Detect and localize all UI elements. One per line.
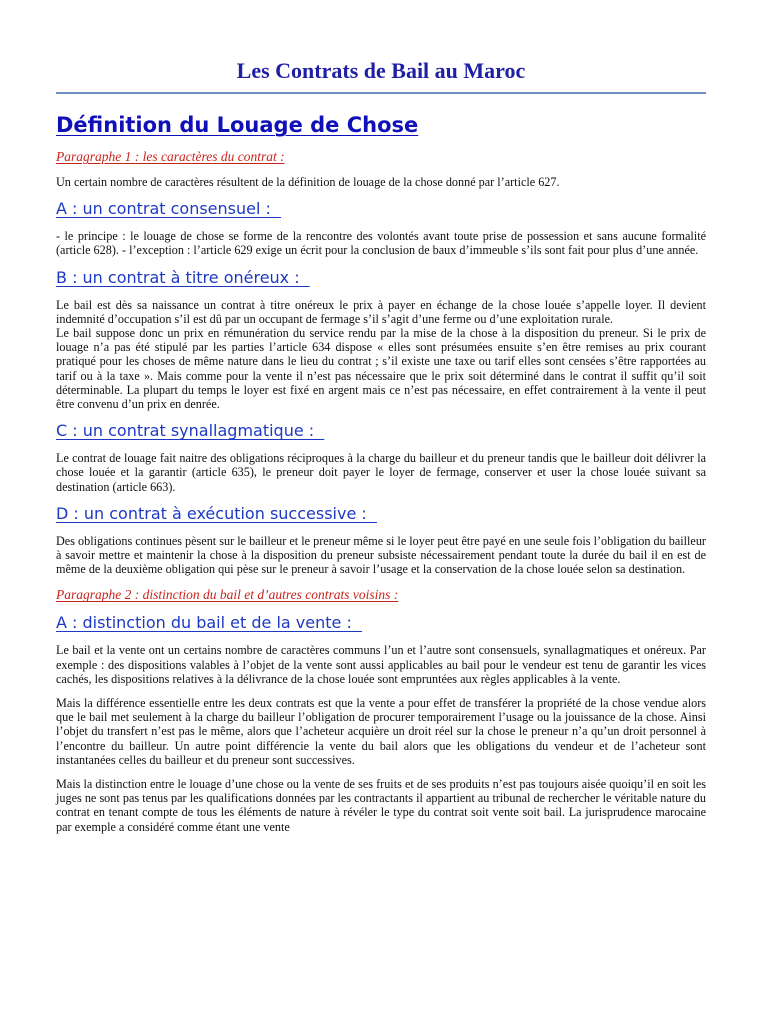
paragraph-1-heading: Paragraphe 1 : les caractères du contrat : [56, 149, 285, 164]
heading-bail-vente: A : distinction du bail et de la vente : [56, 613, 362, 633]
text-contrat-consensuel: - le principe : le louage de chose se forme de la rencontre des volontés avant toute prise de possession et sans aucune formalité (article 628). - l’exception : l’article 629 exige un écrit pour la conclusion de baux d’immeuble s’ils sont fait pour plus d’une année. [56, 229, 706, 258]
document-content [56, 58, 706, 838]
text-bail-vente-2: Mais la différence essentielle entre les deux contrats est que la vente a pour effet de transférer la propriété de la chose vendue alors que le bail met seulement à la charge du bailleur l’obligation de procurer temporairement l’usage ou la jouissance de la chose. Ainsi l’objet du transfert n’est pas le même, alors que l’acheteur acquière un droit réel sur la chose le preneur n’a qu’un droit personnel à l’encontre du bailleur. Un autre point différencie la vente du bail alors que les obligations du vendeur et de l’acheteur sont instantanées celles du bailleur et du preneur sont successives. [56, 696, 706, 767]
text-execution-successive: Des obligations continues pèsent sur le bailleur et le preneur même si le loyer peut être payé en une seule fois l’obligation du bailleur à savoir mettre et maintenir la chose à la disposition du preneur subsiste nécessairement pendant toute la durée du bail il en est de même de la deuxième obligation qui pèse sur le preneur à savoir l’usage et la conservation de la chose louée selon sa destination. [56, 533, 706, 577]
text-contrat-synallagmatique: Le contrat de louage fait naitre des obligations réciproques à la charge du bailleur et du preneur tandis que le bailleur doit délivrer la chose louée et la garantir (article 635), le preneur doit payer le loyer de fermage, conserver et user la chose louée suivant sa destination (article 663). [56, 451, 706, 494]
section-title: Définition du Louage de Chose [56, 113, 419, 137]
heading-contrat-consensuel: A : un contrat consensuel : [56, 199, 282, 219]
text-contrat-onereux-2: Le bail suppose donc un prix en rémunération du service rendu par la mise de la chose à la disposition du preneur. Si le prix de louage n’a pas été stipulé par les parties l’article 634 dispose « elles sont présumées ensuite s’en être remises au prix courant pratiqué pour les choses de même nature dans le lieu du contrat ; s’il existe une taxe ou tarif elles sont censées s’être rapportées au tarif ou à la taxe ». Mais comme pour la vente il n’est pas nécessaire que le prix soit déterminé dans le contrat il suffit qu’il soit déterminable. La plupart du temps le loyer est fixé en argent mais ce n’est pas nécessaire, en effet contrairement à la vente il peut être convenu d’un prix en denrée. [56, 326, 706, 412]
text-bail-vente-1: Le bail et la vente ont un certains nombre de caractères communs l’un et l’autre sont consensuels, synallagmatiques et onéreux. Par exemple : des dispositions valables à l’objet de la vente sont aussi applicables au bail pour le vendeur est tenu de garantir les vices cachés, les dispositions relatives à la délivrance de la chose louée sont empruntées aux règles applicables à la vente. [56, 643, 706, 686]
document-title: Les Contrats de Bail au Maroc [236, 58, 526, 83]
text-bail-vente-3: Mais la distinction entre le louage d’une chose ou la vente de ses fruits et de ses produits n’est pas toujours aisée quoiqu’il en soit les juges ne sont pas tenus par les qualifications données par les contractants il appartient au tribunal de rechercher le véritable nature du contrat en tenant compte de tous les éléments de nature à révéler le type du contrat soit vente soit bail. La jurisprudence marocaine par exemple a considéré comme étant une vente [56, 777, 706, 834]
paragraph-2-heading: Paragraphe 2 : distinction du bail et d’autres contrats voisins : [56, 587, 399, 603]
title-divider [56, 92, 706, 94]
paragraph-1-intro: Un certain nombre de caractères résultent de la définition de louage de la chose donné par l’article 627. [56, 175, 560, 189]
heading-contrat-onereux: B : un contrat à titre onéreux : [56, 267, 310, 287]
heading-execution-successive: D : un contrat à exécution successive : [56, 503, 377, 523]
heading-contrat-synallagmatique: C : un contrat synallagmatique : [56, 421, 325, 441]
text-contrat-onereux-1: Le bail est dès sa naissance un contrat à titre onéreux le prix à payer en échange de la chose louée s’appelle loyer. Il devient indemnité d’occupation s’il est dû par un occupant de fermage s’il s’agit d’une ferme ou d’une exploitation rurale. [56, 297, 706, 326]
